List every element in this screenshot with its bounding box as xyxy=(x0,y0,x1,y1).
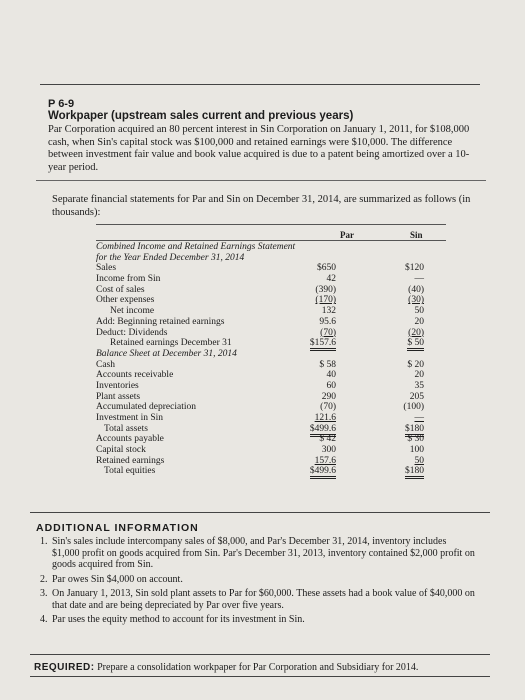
row-label: Combined Income and Retained Earnings Statement xyxy=(96,242,296,252)
table-row xyxy=(96,424,446,435)
cell-sin xyxy=(374,381,424,392)
item-number: 4. xyxy=(40,614,48,625)
table-row xyxy=(96,392,446,403)
item-text xyxy=(52,588,475,611)
additional-items xyxy=(40,536,475,629)
cell-sin xyxy=(374,338,424,349)
row-label: Accounts payable xyxy=(96,434,164,445)
cell-par xyxy=(276,466,336,477)
row-label: Sales xyxy=(96,263,117,274)
row-value-sin: $180 xyxy=(405,424,424,437)
cell-par xyxy=(276,306,336,317)
item-number: 3. xyxy=(40,588,48,599)
row-value-par: 132 xyxy=(321,306,336,317)
required-text: Prepare a consolidation workpaper for Par Corporation and Subsidiary for 2014. xyxy=(97,662,419,673)
row-label: Net income xyxy=(110,306,155,317)
table-row xyxy=(96,338,446,349)
table-header-rule xyxy=(96,240,446,241)
cell-sin xyxy=(374,306,424,317)
table-row xyxy=(96,263,446,274)
cell-par xyxy=(276,413,336,424)
intro-line: year period. xyxy=(48,161,99,173)
row-value-sin: $ 20 xyxy=(407,359,424,370)
intro-line: cash, when Sin's capital stock was $100,000 and retained earnings were $10,000. The difference xyxy=(48,136,453,148)
item-line: On January 1, 2013, Sin sold plant assets to Par for $60,000. These assets had a book value of $40,000 on xyxy=(52,588,475,599)
cell-par xyxy=(276,434,336,445)
cell-par xyxy=(276,338,336,349)
col-header-par: Par xyxy=(340,230,354,240)
required-label: REQUIRED: xyxy=(34,662,95,673)
problem-number: P 6-9 xyxy=(48,98,75,110)
table-row xyxy=(96,466,446,477)
item-line: Par owes Sin $4,000 on account. xyxy=(52,573,183,585)
row-label: for the Year Ended December 31, 2014 xyxy=(96,252,245,263)
table-row xyxy=(96,456,446,467)
row-value-sin: 20 xyxy=(414,370,424,381)
cell-par xyxy=(276,317,336,328)
row-value-par: $499.6 xyxy=(310,466,336,479)
item-line: $1,000 profit on goods acquired from Sin. Par's December 31, 2013, inventory contained $2,000 profit on xyxy=(52,547,475,559)
row-value-par: 42 xyxy=(326,274,336,285)
additional-heading: ADDITIONAL INFORMATION xyxy=(36,522,199,534)
table-row xyxy=(96,253,446,264)
table-row xyxy=(96,445,446,456)
cell-sin xyxy=(374,434,424,445)
row-value-sin: $ 30 xyxy=(407,434,424,445)
item-line: that date and are being depreciated by Par over five years. xyxy=(52,599,284,611)
row-value-par: 121.6 xyxy=(314,413,336,423)
row-label: Retained earnings December 31 xyxy=(110,338,232,349)
col-header-sin: Sin xyxy=(410,230,423,240)
row-value-sin: $ 50 xyxy=(407,338,424,351)
additional-item xyxy=(40,536,475,571)
table-row xyxy=(96,413,446,424)
cell-sin xyxy=(374,263,424,274)
row-value-par: $650 xyxy=(317,263,336,274)
table-row xyxy=(96,434,446,445)
additional-item xyxy=(40,574,475,586)
item-text xyxy=(52,574,183,586)
cell-sin xyxy=(374,424,424,435)
cell-par xyxy=(276,445,336,456)
row-value-sin: $180 xyxy=(405,466,424,479)
top-rule xyxy=(40,84,480,85)
row-value-sin: (40) xyxy=(408,284,424,295)
cell-sin xyxy=(374,295,424,306)
cell-sin xyxy=(374,328,424,339)
row-value-par: 300 xyxy=(321,445,336,456)
row-value-par: $499.6 xyxy=(310,424,336,437)
row-value-par: $ 42 xyxy=(319,434,336,445)
additional-item xyxy=(40,588,475,611)
cell-sin xyxy=(374,392,424,403)
row-value-par: 40 xyxy=(326,370,336,381)
cell-par xyxy=(276,274,336,285)
row-label: Plant assets xyxy=(96,391,141,402)
row-label: Total equities xyxy=(104,466,156,477)
row-label: Investment in Sin xyxy=(96,413,164,423)
section-rule xyxy=(36,180,486,181)
row-label: Balance Sheet at December 31, 2014 xyxy=(96,348,237,359)
table-row xyxy=(96,328,446,339)
row-value-sin: 50 xyxy=(414,455,424,466)
cell-par xyxy=(276,285,336,296)
row-label: Cash xyxy=(96,359,115,370)
problem-title: Workpaper (upstream sales current and previous years) xyxy=(48,110,354,122)
table-row xyxy=(96,306,446,317)
row-label: Inventories xyxy=(96,380,139,391)
row-value-sin: 100 xyxy=(409,445,424,456)
cell-sin xyxy=(374,456,424,467)
row-value-sin: $120 xyxy=(405,263,424,274)
row-label: Add: Beginning retained earnings xyxy=(96,316,225,327)
row-value-par: (390) xyxy=(315,284,336,295)
row-label: Retained earnings xyxy=(96,455,165,466)
row-value-par: $ 58 xyxy=(319,359,336,370)
intro-line: between investment fair value and book value acquired is due to a patent being amortized over a 10- xyxy=(48,149,470,160)
cell-par xyxy=(276,295,336,306)
cell-sin xyxy=(374,274,424,285)
row-value-par: (70) xyxy=(320,327,336,338)
cell-par xyxy=(276,402,336,413)
row-value-par: (170) xyxy=(315,295,336,306)
cell-sin xyxy=(374,402,424,413)
row-value-sin: (100) xyxy=(403,402,424,413)
intro-paragraph xyxy=(48,124,469,174)
separate-line: thousands): xyxy=(52,206,101,218)
table-row xyxy=(96,274,446,285)
table-row xyxy=(96,317,446,328)
cell-sin xyxy=(374,317,424,328)
cell-par xyxy=(276,381,336,392)
row-value-sin: (30) xyxy=(408,295,424,306)
financial-statements-table xyxy=(96,242,446,477)
table-row xyxy=(96,349,446,360)
cell-sin xyxy=(374,413,424,424)
row-label: Total assets xyxy=(104,423,148,434)
additional-rule xyxy=(30,512,490,513)
row-value-par: 157.6 xyxy=(314,455,336,466)
bottom-rule xyxy=(30,676,490,677)
row-label: Capital stock xyxy=(96,445,146,456)
cell-par xyxy=(276,424,336,435)
cell-par xyxy=(276,328,336,339)
cell-par xyxy=(276,263,336,274)
intro-line: Par Corporation acquired an 80 percent interest in Sin Corporation on January 1, 2011, for $108,000 xyxy=(48,124,470,135)
cell-sin xyxy=(374,285,424,296)
cell-sin xyxy=(374,360,424,371)
cell-par xyxy=(276,360,336,371)
row-label: Accounts receivable xyxy=(96,370,174,381)
row-value-sin: 50 xyxy=(414,306,424,317)
row-label: Deduct: Dividends xyxy=(96,327,168,338)
row-label: Income from Sin xyxy=(96,274,161,285)
row-label: Accumulated depreciation xyxy=(96,402,196,413)
cell-sin xyxy=(374,445,424,456)
item-text xyxy=(52,614,305,626)
item-number: 1. xyxy=(40,536,48,547)
cell-sin xyxy=(374,370,424,381)
table-row xyxy=(96,242,446,253)
table-row xyxy=(96,285,446,296)
row-value-sin: — xyxy=(414,413,424,423)
row-value-sin: — xyxy=(414,274,424,285)
row-value-sin: 20 xyxy=(414,316,424,327)
table-row xyxy=(96,402,446,413)
additional-item xyxy=(40,614,475,626)
row-value-par: 60 xyxy=(326,380,336,391)
separate-line: Separate financial statements for Par and Sin on December 31, 2014, are summarized as follows (in xyxy=(52,194,471,205)
item-number: 2. xyxy=(40,573,48,585)
cell-par xyxy=(276,456,336,467)
row-value-sin: 205 xyxy=(409,391,424,402)
row-value-par: (70) xyxy=(320,402,336,413)
row-value-par: 95.6 xyxy=(319,316,336,327)
table-row xyxy=(96,360,446,371)
item-line: Sin's sales include intercompany sales of $8,000, and Par's December 31, 2014, inventory includes xyxy=(52,536,447,547)
required-statement xyxy=(34,662,418,673)
cell-par xyxy=(276,370,336,381)
row-value-par: 290 xyxy=(321,391,336,402)
row-value-sin: (20) xyxy=(408,327,424,338)
cell-par xyxy=(276,392,336,403)
row-value-sin: 35 xyxy=(414,380,424,391)
table-row xyxy=(96,295,446,306)
row-label: Cost of sales xyxy=(96,284,145,295)
item-line: goods acquired from Sin. xyxy=(52,559,154,570)
table-row xyxy=(96,370,446,381)
item-line: Par uses the equity method to account for its investment in Sin. xyxy=(52,614,305,625)
row-value-par: $157.6 xyxy=(310,338,336,351)
separate-statements-paragraph xyxy=(52,194,470,219)
required-rule xyxy=(30,654,490,655)
table-top-rule xyxy=(96,224,446,225)
row-label: Other expenses xyxy=(96,295,155,306)
table-row xyxy=(96,381,446,392)
item-text xyxy=(52,536,475,571)
cell-sin xyxy=(374,466,424,477)
